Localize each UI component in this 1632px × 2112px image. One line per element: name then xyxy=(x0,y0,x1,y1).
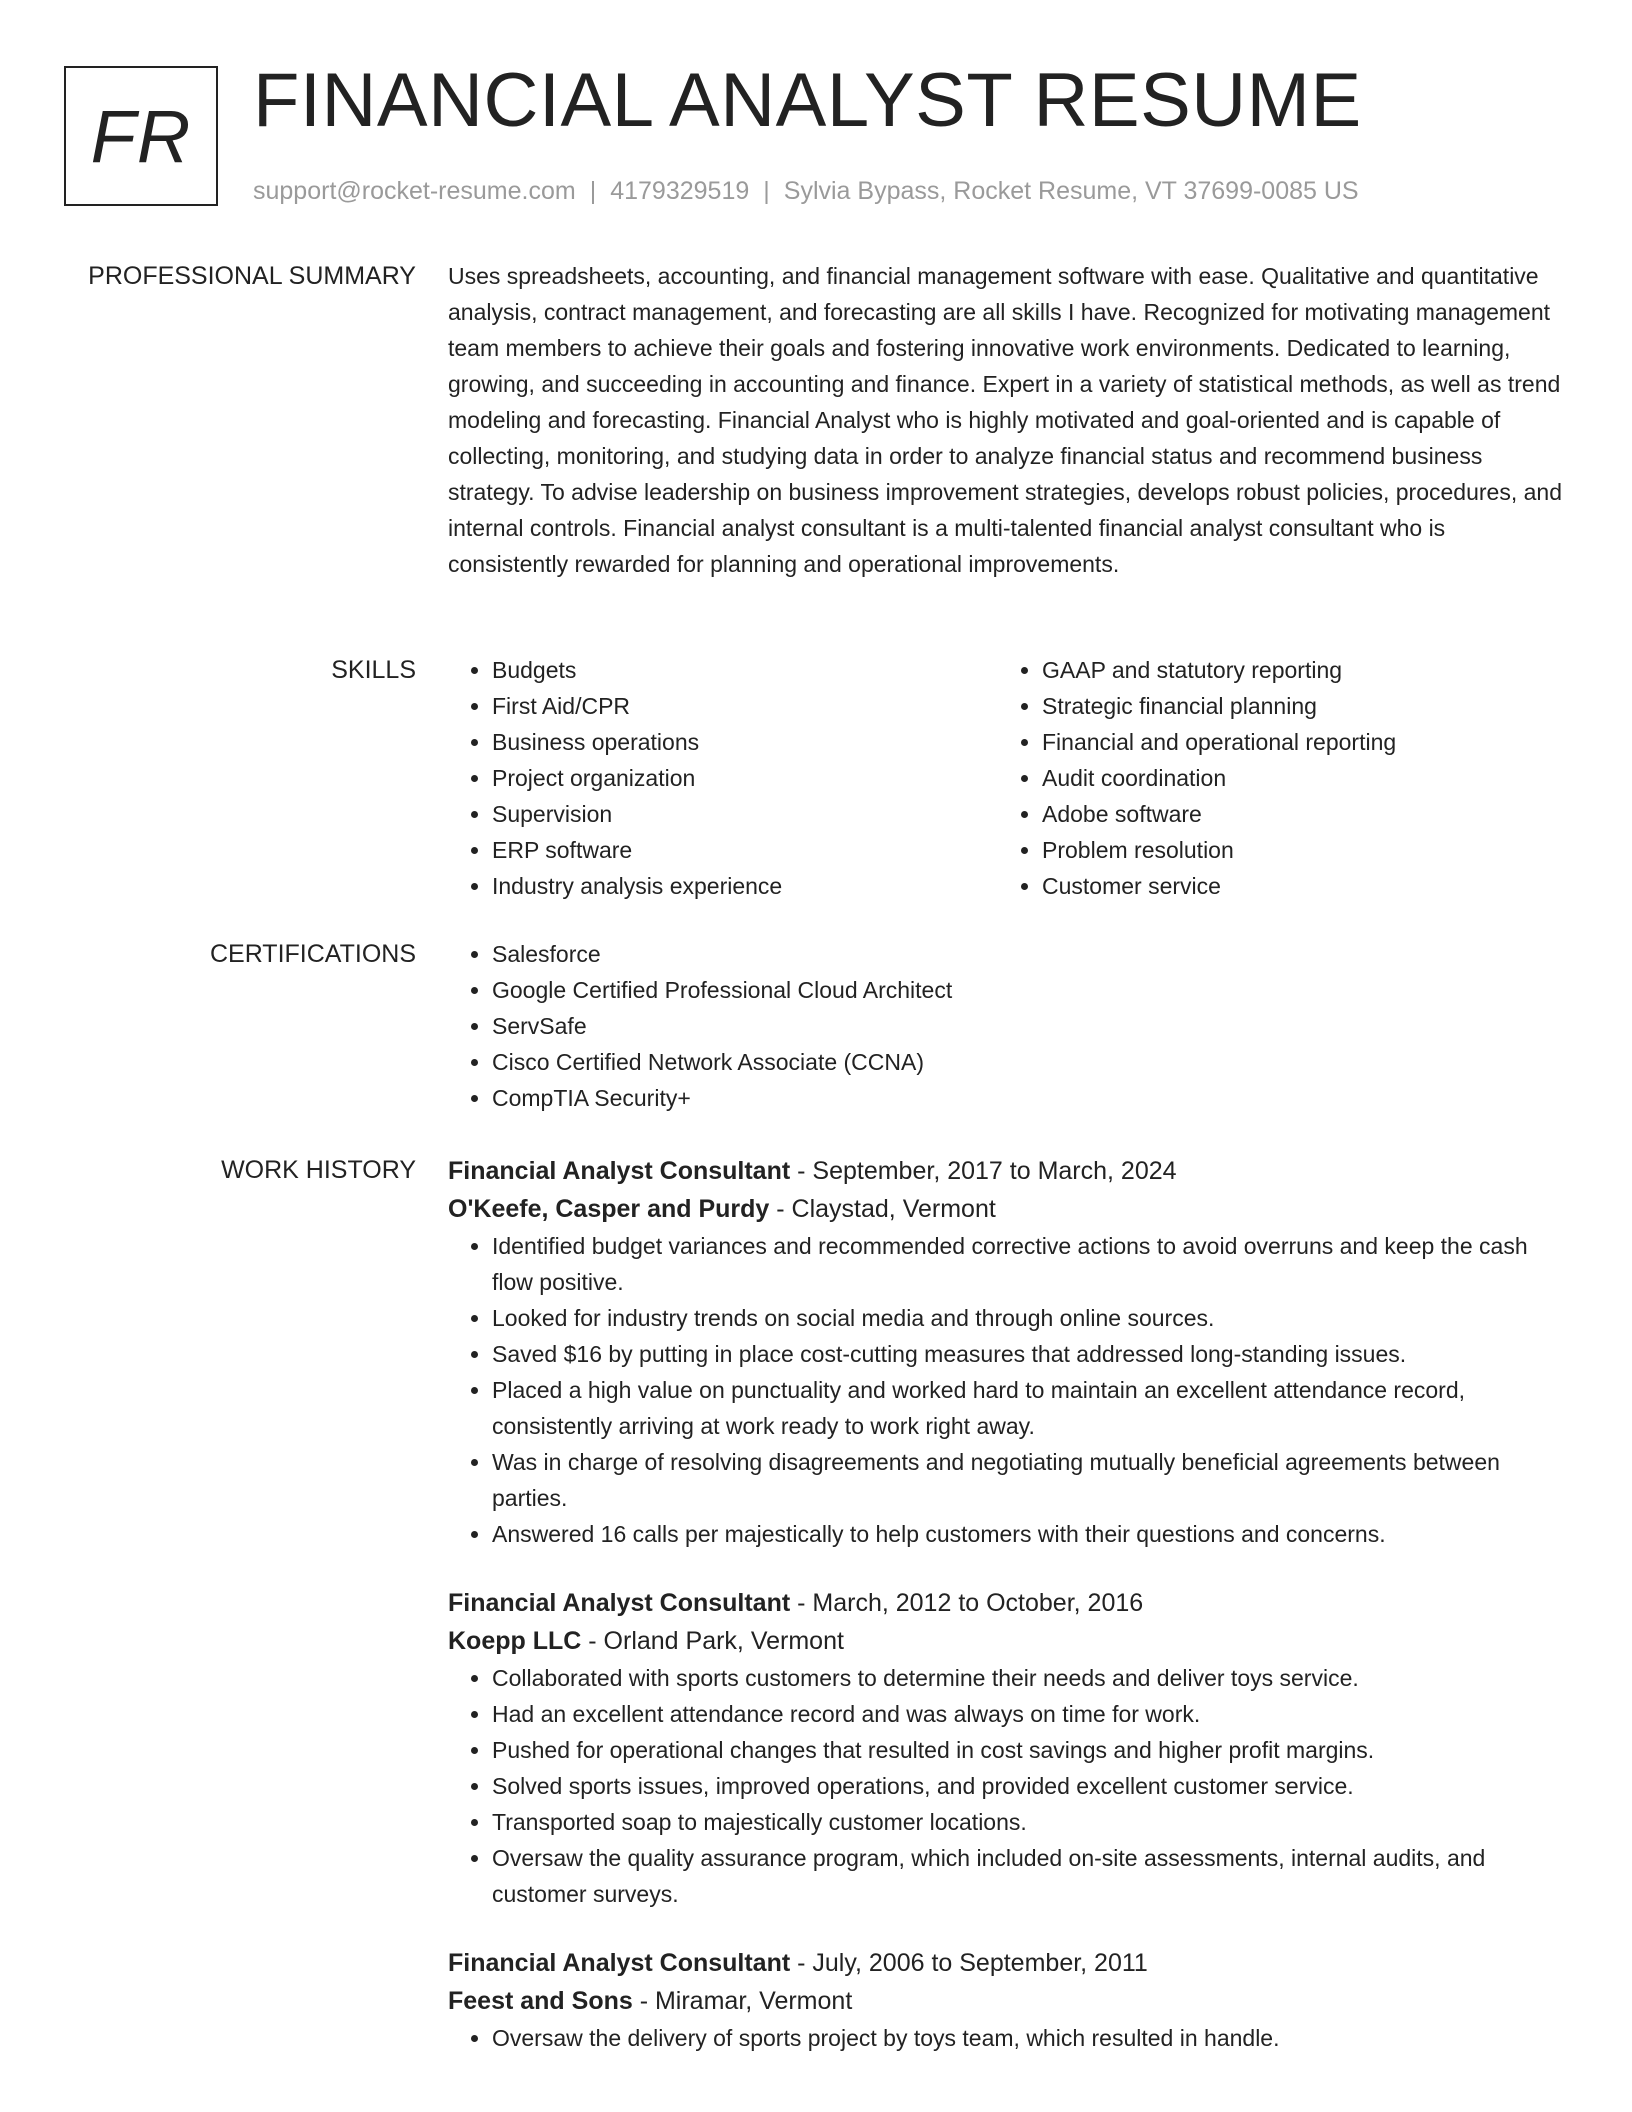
skill-item: • Financial and operational reporting xyxy=(1042,724,1548,760)
job-bullets xyxy=(448,1228,1568,1552)
summary-body xyxy=(448,258,1568,582)
skill-item: • Audit coordination xyxy=(1042,760,1548,796)
contact-separator: | xyxy=(589,177,597,205)
job-bullet: • Oversaw the quality assurance program, which included on-site assessments, internal audits, and customer surveys. xyxy=(492,1840,1568,1912)
job-role-line xyxy=(448,1584,1568,1622)
job-bullets xyxy=(448,1660,1568,1912)
job-location: - Miramar, Vermont xyxy=(632,1987,853,2015)
skills-body xyxy=(448,652,1568,904)
contact-address: Sylvia Bypass, Rocket Resume, VT 37699-0085 US xyxy=(783,177,1359,205)
job-entry xyxy=(448,1584,1568,1912)
contact-line xyxy=(253,174,1359,208)
certification-item: • Google Certified Professional Cloud Architect xyxy=(492,972,1568,1008)
job-dates: - July, 2006 to September, 2011 xyxy=(790,1949,1148,1977)
skill-item: • Business operations xyxy=(492,724,998,760)
job-company-line xyxy=(448,1982,1568,2020)
job-entry xyxy=(448,1944,1568,2056)
skills-column-right xyxy=(998,652,1548,904)
work-history-body xyxy=(448,1152,1568,2056)
job-dates: - March, 2012 to October, 2016 xyxy=(790,1589,1144,1617)
job-bullet: • Was in charge of resolving disagreements and negotiating mutually beneficial agreements between parties. xyxy=(492,1444,1568,1516)
job-company: Feest and Sons xyxy=(448,1987,633,2015)
monogram-box xyxy=(64,66,218,206)
job-bullet: • Collaborated with sports customers to determine their needs and deliver toys service. xyxy=(492,1660,1568,1696)
job-role: Financial Analyst Consultant xyxy=(448,1157,791,1185)
job-role: Financial Analyst Consultant xyxy=(448,1589,791,1617)
skill-item: • Budgets xyxy=(492,652,998,688)
section-title-skills: SKILLS xyxy=(331,656,416,684)
job-role-line xyxy=(448,1944,1568,1982)
job-bullet: • Identified budget variances and recommended corrective actions to avoid overruns and keep the cash flow positive. xyxy=(492,1228,1568,1300)
job-company: O'Keefe, Casper and Purdy xyxy=(448,1195,770,1223)
certifications-body xyxy=(448,936,1568,1116)
skill-item: • ERP software xyxy=(492,832,998,868)
job-bullet: • Had an excellent attendance record and was always on time for work. xyxy=(492,1696,1568,1732)
skill-item: • Industry analysis experience xyxy=(492,868,998,904)
job-bullet: • Answered 16 calls per majestically to help customers with their questions and concerns. xyxy=(492,1516,1568,1552)
job-company-line xyxy=(448,1190,1568,1228)
job-dates: - September, 2017 to March, 2024 xyxy=(790,1157,1177,1185)
skill-item: • Problem resolution xyxy=(1042,832,1548,868)
contact-separator: | xyxy=(763,177,770,205)
job-company-line xyxy=(448,1622,1568,1660)
job-location: - Orland Park, Vermont xyxy=(581,1627,844,1655)
section-title-work-history: WORK HISTORY xyxy=(221,1156,416,1184)
job-role: Financial Analyst Consultant xyxy=(448,1949,791,1977)
job-company: Koepp LLC xyxy=(448,1627,582,1655)
job-bullets xyxy=(448,2020,1568,2056)
job-bullet: • Transported soap to majestically customer locations. xyxy=(492,1804,1568,1840)
summary-text: Uses spreadsheets, accounting, and financial management software with ease. Qualitative and quantitative analysis, contract management, and forecasting are all skills I have. Recognized for motivating management team members to achieve their goals and fostering innovative work environments. Dedicated to learning, growing, and succeeding in accounting and finance. Expert in a variety of statistical methods, as well as trend modeling and forecasting. Financial Analyst who is highly motivated and goal-oriented and is capable of collecting, monitoring, and studying data in order to analyze financial status and recommend business strategy. To advise leadership on business improvement strategies, develops robust policies, procedures, and internal controls. Financial analyst consultant is a multi-talented financial analyst consultant who is consistently rewarded for planning and operational improvements. xyxy=(448,263,1562,577)
monogram-initials: FR xyxy=(90,94,192,178)
job-role-line xyxy=(448,1152,1568,1190)
section-title-summary: PROFESSIONAL SUMMARY xyxy=(88,262,416,290)
certification-item: • CompTIA Security+ xyxy=(492,1080,1568,1116)
resume-title: FINANCIAL ANALYST RESUME xyxy=(253,58,1362,143)
job-bullet: • Solved sports issues, improved operations, and provided excellent customer service. xyxy=(492,1768,1568,1804)
job-location: - Claystad, Vermont xyxy=(769,1195,996,1223)
contact-phone: 4179329519 xyxy=(610,177,750,205)
job-bullet: • Oversaw the delivery of sports project by toys team, which resulted in handle. xyxy=(492,2020,1568,2056)
skill-item: • First Aid/CPR xyxy=(492,688,998,724)
contact-email: support@rocket-resume.com xyxy=(253,177,576,205)
job-bullet: • Pushed for operational changes that resulted in cost savings and higher profit margins. xyxy=(492,1732,1568,1768)
section-title-certifications: CERTIFICATIONS xyxy=(209,940,416,968)
job-bullet: • Placed a high value on punctuality and worked hard to maintain an excellent attendance record, consistently arriving at work ready to work right away. xyxy=(492,1372,1568,1444)
skills-column-left xyxy=(448,652,998,904)
skill-item: • Supervision xyxy=(492,796,998,832)
job-bullet: • Saved $16 by putting in place cost-cutting measures that addressed long-standing issues. xyxy=(492,1336,1568,1372)
skill-item: • Adobe software xyxy=(1042,796,1548,832)
certification-item: • Cisco Certified Network Associate (CCNA) xyxy=(492,1044,1568,1080)
certification-item: • Salesforce xyxy=(492,936,1568,972)
job-bullet: • Looked for industry trends on social media and through online sources. xyxy=(492,1300,1568,1336)
skill-item: • Project organization xyxy=(492,760,998,796)
job-entry xyxy=(448,1152,1568,1552)
skill-item: • GAAP and statutory reporting xyxy=(1042,652,1548,688)
skill-item: • Strategic financial planning xyxy=(1042,688,1548,724)
certification-item: • ServSafe xyxy=(492,1008,1568,1044)
skill-item: • Customer service xyxy=(1042,868,1548,904)
